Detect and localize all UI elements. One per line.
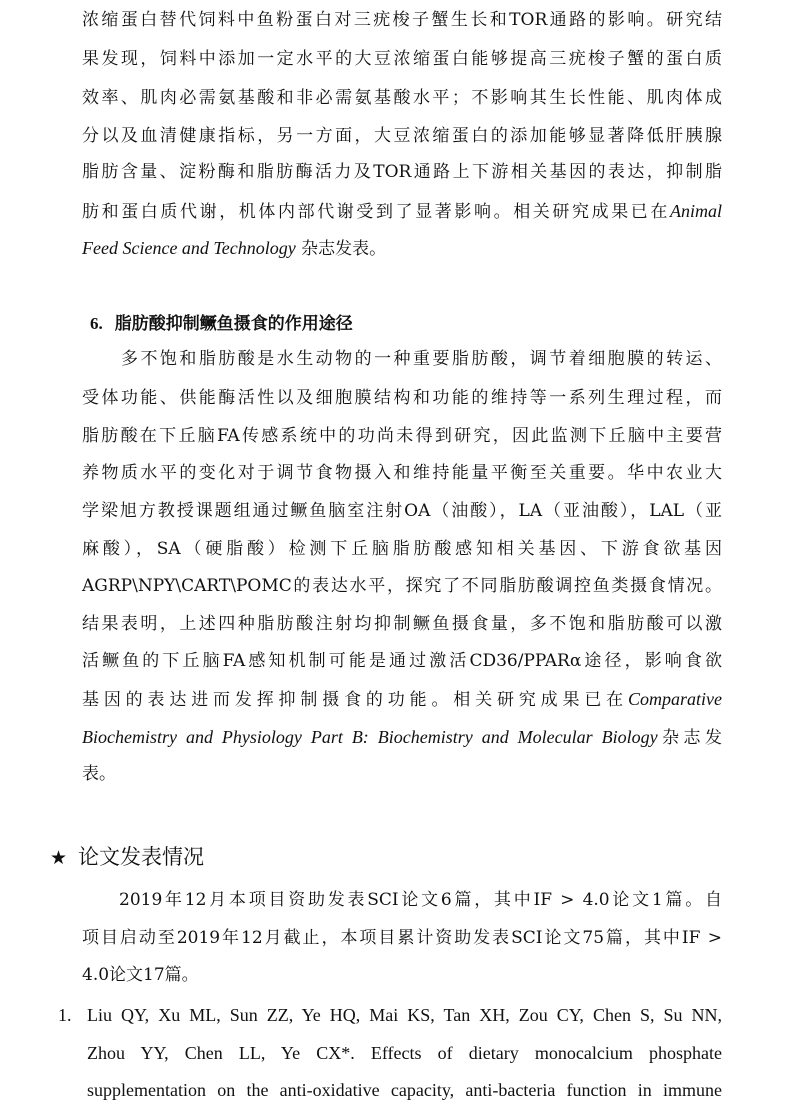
section6-line-5: 学梁旭方教授课题组通过鳜鱼脑室注射OA（油酸），LA（亚油酸），LAL（亚 [82,501,722,521]
para1-line-6 [82,199,722,224]
para1-line-4: 分以及血清健康指标，另一方面，大豆浓缩蛋白的添加能够显著降低肝胰腺 [82,126,722,146]
para1-line-6-text: 肪和蛋白质代谢，机体内部代谢受到了显著影响。相关研究成果已在 [82,202,670,222]
section6-line-1: 多不饱和脂肪酸是水生动物的一种重要脂肪酸，调节着细胞膜的转运、 [121,349,722,369]
section6-line-12: 表。 [82,764,116,784]
section6-line-11-text: 杂志发 [657,728,723,748]
para1-line-7 [82,236,722,261]
reference-line-2: Zhou YY, Chen LL, Ye CX*. Effects of dietary monocalcium phosphate [87,1043,722,1063]
section6-line-2: 受体功能、供能酶活性以及细胞膜结构和功能的维持等一系列生理过程，而 [82,388,722,408]
reference-line-3: supplementation on the anti-oxidative capacity, anti-bacteria function in immune [87,1080,722,1100]
para1-line-7-text: 杂志发表。 [301,239,387,259]
reference-line-1: Liu QY, Xu ML, Sun ZZ, Ye HQ, Mai KS, Tan XH, Zou CY, Chen S, Su NN, [87,1005,722,1025]
section6-line-7: AGRP\NPY\CART\POMC的表达水平，探究了不同脂肪酸调控鱼类摄食情况。 [82,576,722,596]
publications-line-1: 2019年12月本项目资助发表SCI论文6篇，其中IF > 4.0论文1篇。自 [119,890,722,910]
para1-line-5: 脂肪含量、淀粉酶和脂肪酶活力及TOR通路上下游相关基因的表达，抑制脂 [82,162,722,182]
journal-name: Biochemistry and Physiology Part B: Biochemistry and Molecular Biology [82,727,658,747]
publications-line-3: 4.0论文17篇。 [82,965,199,985]
section-6-number: 6. [90,314,103,333]
section6-line-3: 脂肪酸在下丘脑FA传感系统中的功尚未得到研究，因此监测下丘脑中主要营 [82,426,722,446]
journal-name-part: Animal [670,201,722,221]
journal-name: Feed Science and Technology [82,238,296,258]
section6-line-6: 麻酸），SA（硬脂酸）检测下丘脑脂肪酸感知相关基因、下游食欲基因 [82,539,722,559]
section6-line-4: 养物质水平的变化对于调节食物摄入和维持能量平衡至关重要。华中农业大 [82,463,722,483]
section6-line-9: 活鳜鱼的下丘脑FA感知机制可能是通过激活CD36/PPARα途径，影响食欲 [82,651,722,671]
star-icon: ★ [50,847,68,869]
section-6-heading [90,312,353,336]
section6-line-8: 结果表明，上述四种脂肪酸注射均抑制鳜鱼摄食量，多不饱和脂肪酸可以激 [82,614,722,634]
publications-heading [50,843,204,872]
section6-line-10 [82,687,722,712]
para1-line-3: 效率、肌肉必需氨基酸和非必需氨基酸水平；不影响其生长性能、肌肉体成 [82,88,722,108]
section-6-title: 脂肪酸抑制鳜鱼摄食的作用途径 [114,314,353,334]
para1-line-1: 浓缩蛋白替代饲料中鱼粉蛋白对三疣梭子蟹生长和TOR通路的影响。研究结 [82,10,722,30]
para1-line-2: 果发现，饲料中添加一定水平的大豆浓缩蛋白能够提高三疣梭子蟹的蛋白质 [82,49,722,69]
section6-line-10-text: 基因的表达进而发挥抑制摄食的功能。相关研究成果已在 [82,690,628,710]
reference-number: 1. [58,1005,72,1025]
publications-line-2: 项目启动至2019年12月截止，本项目累计资助发表SCI论文75篇，其中IF > [82,928,722,948]
journal-name-part: Comparative [628,689,722,709]
publications-title: 论文发表情况 [78,845,204,869]
section6-line-11 [82,725,722,750]
